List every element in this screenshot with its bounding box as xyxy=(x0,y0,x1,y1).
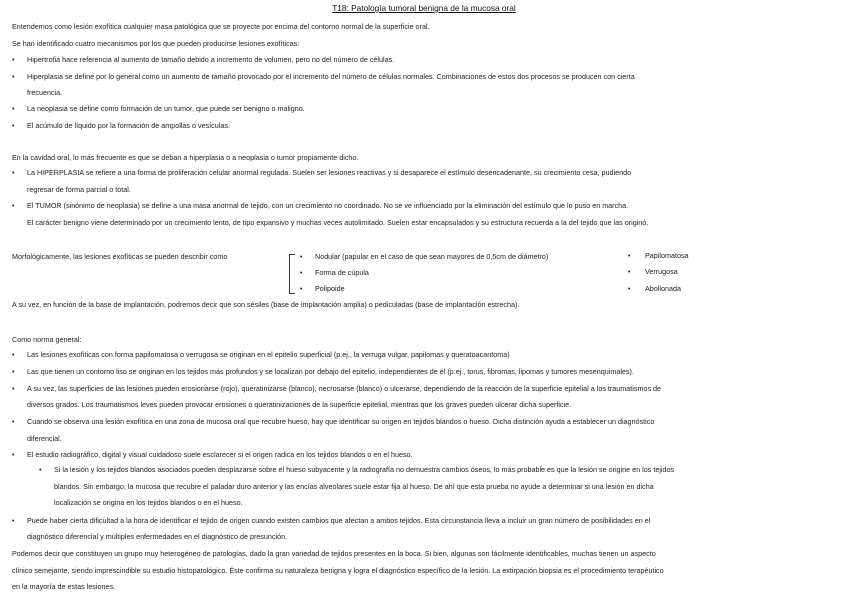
morph-lead: Morfológicamente, las lesiones exofíticas se pueden describir como xyxy=(12,252,228,261)
mechanism-hiperplasia: Hiperplasia se define por lo general como un aumento de tamaño provocado por el incremento del número de células normales. Combinaciones de estos dos procesos se producen con cierta xyxy=(27,72,635,81)
bullet-marker: • xyxy=(12,168,15,177)
bullet-marker: • xyxy=(12,417,15,426)
bullet-marker: • xyxy=(12,55,15,64)
intro-line-1: Entendemos como lesión exofítica cualquier masa patológica que se proyecte por encima del contorno normal de la superficie oral. xyxy=(12,22,430,31)
general-rule-4a: Cuando se observa una lesión exofítica en una zona de mucosa oral que recubre hueso, hay que identificar su origen en tejidos blandos o hueso. Dicha distinción ayuda a establecer un diagnóstico xyxy=(27,417,655,426)
bullet-marker: • xyxy=(12,367,15,376)
bullet-marker: • xyxy=(628,267,631,276)
morph-cupula: Forma de cúpula xyxy=(315,268,369,277)
closing-line-3: en la mayoría de estas lesiones. xyxy=(12,582,116,591)
closing-line-1: Podemos decir que constituyen un grupo muy heterogéneo de patologías, dado la gran variedad de tejidos presentes en la boca. Si bien, algunas son fácilmente identificables, muchas tienen un aspecto xyxy=(12,549,656,558)
bullet-marker: • xyxy=(12,201,15,210)
morph-base-implantacion: A su vez, en función de la base de implantación, podremos decir que son sésiles (base de implantación amplia) o pediculadas (base de implantación estrecha). xyxy=(12,300,520,309)
page-title: T18: Patología tumoral benigna de la mucosa oral xyxy=(332,3,516,13)
general-rule-1: Las lesiones exofíticas con forma papilomatosa o verrugosa se originan en el epitelio superficial (p.ej., la verruga vulgar, papilomas y queratoacantoma) xyxy=(27,350,510,359)
general-sub-3: localización se origina en los tejidos blandos o en el hueso. xyxy=(54,498,243,507)
mechanism-neoplasia: La neoplasia se define como formación de un tumor, que puede ser benigno o maligno. xyxy=(27,104,305,113)
hiperplasia-line-2: regresar de forma parcial o total. xyxy=(27,185,131,194)
mechanism-liquido: El acúmulo de líquido por la formación de ampollas o vesículas. xyxy=(27,121,230,130)
hiperplasia-line-1: La HIPERPLASIA se refiere a una forma de proliferación celular anormal regulada. Suelen ser lesiones reactivas y si desaparece el estímulo desencadenante, su crecimiento cesa, pudiendo xyxy=(27,168,632,177)
bullet-marker: • xyxy=(12,121,15,130)
brace-bracket xyxy=(289,254,295,294)
general-rule-6b: diagnóstico diferencial y múltiples enfermedades en el diagnóstico de presunción. xyxy=(27,532,288,541)
general-rule-6a: Puede haber cierta dificultad a la hora de identificar el tejido de origen cuando existen cambios que afectan a ambos tejidos. Esta circunstancia lleva a incluir un gran número de posibilidades en el xyxy=(27,516,651,525)
oral-intro: En la cavidad oral, lo más frecuente es que se deban a hiperplasia o a neoplasia o tumor propiamente dicho. xyxy=(12,153,359,162)
bullet-marker: • xyxy=(12,104,15,113)
general-rule-3b: diversos grados. Los traumatismos leves pueden provocar erosiones o queratinizaciones de la superficie epitelial, mientras que los graves pueden ulcerar dicha superficie. xyxy=(27,400,572,409)
general-sub-2: blandos. Sin embargo, la mucosa que recubre el paladar duro anterior y las encías alveolares suele estar fija al hueso. De ahí que esta prueba no ayude a determinar si una lesión en dicha xyxy=(54,482,654,491)
morph-nodular: Nodular (papular en el caso de que sean mayores de 0,5cm de diámetro) xyxy=(315,252,549,261)
morph-polipoide: Polipoide xyxy=(315,284,345,293)
sub-bullet-marker: • xyxy=(39,465,42,474)
bullet-marker: • xyxy=(12,516,15,525)
bullet-marker: • xyxy=(12,72,15,81)
general-rule-5: El estudio radiográfico, digital y visual cuidadoso suele esclarecer si el origen radica en los tejidos blandos o en el hueso. xyxy=(27,450,413,459)
bullet-marker: • xyxy=(12,384,15,393)
general-sub-1: Si la lesión y los tejidos blandos asociados pueden desplazarse sobre el hueso subyacente y la radiografía no demuestra cambios óseos, lo más probable es que la lesión se origine en los tejidos xyxy=(54,465,675,474)
tumor-line-2: El carácter benigno viene determinado por un crecimiento lento, de tipo expansivo y muchas veces autolimitado. Suelen estar encapsulados y su estructura recuerda a la del tejido que las originó. xyxy=(27,218,649,227)
bullet-marker: • xyxy=(12,450,15,459)
morph-abollonada: Abollonada xyxy=(645,284,681,293)
mechanism-hipertrofia: Hipertrofia hace referencia al aumento de tamaño debido a incremento de volumen, pero no del número de células. xyxy=(27,55,395,64)
morph-papilomatosa: Papilomatosa xyxy=(645,251,689,260)
general-heading: Como norma general: xyxy=(12,335,82,344)
general-rule-3a: A su vez, las superficies de las lesiones pueden erosionarse (rojo), queratinizarse (blanco), necrosarse (blanco) o ulcerarse, dependiendo de la reacción de la superficie epitelial a los traumatismos de xyxy=(27,384,662,393)
bullet-marker: • xyxy=(628,284,631,293)
bullet-marker: • xyxy=(300,252,303,261)
intro-line-2: Se han identificado cuatro mecanismos por los que pueden producirse lesiones exofíticas: xyxy=(12,39,300,48)
general-rule-4b: diferencial. xyxy=(27,434,62,443)
mechanism-hiperplasia-cont: frecuencia. xyxy=(27,88,63,97)
bullet-marker: • xyxy=(628,251,631,260)
closing-line-2: clínico semejante, siendo imprescindible su estudio histopatológico. Éste confirma su naturaleza benigna y logra el diagnóstico específico de la lesión. La extirpación biopsia es el procedimiento terapéutico xyxy=(12,566,664,575)
morph-verrugosa: Verrugosa xyxy=(645,267,678,276)
bullet-marker: • xyxy=(300,284,303,293)
bullet-marker: • xyxy=(300,268,303,277)
tumor-line-1: El TUMOR (sinónimo de neoplasia) se define a una masa anormal de tejido, con un crecimiento no coordinado. No se ve influenciado por la eliminación del estímulo que lo puso en marcha. xyxy=(27,201,629,210)
general-rule-2: Las que tienen un contorno liso se originan en los tejidos más profundos y se localizan por debajo del epitelio, independientes de él (p.ej., torus, fibromas, lipomas y tumores mesenquimales). xyxy=(27,367,634,376)
bullet-marker: • xyxy=(12,350,15,359)
